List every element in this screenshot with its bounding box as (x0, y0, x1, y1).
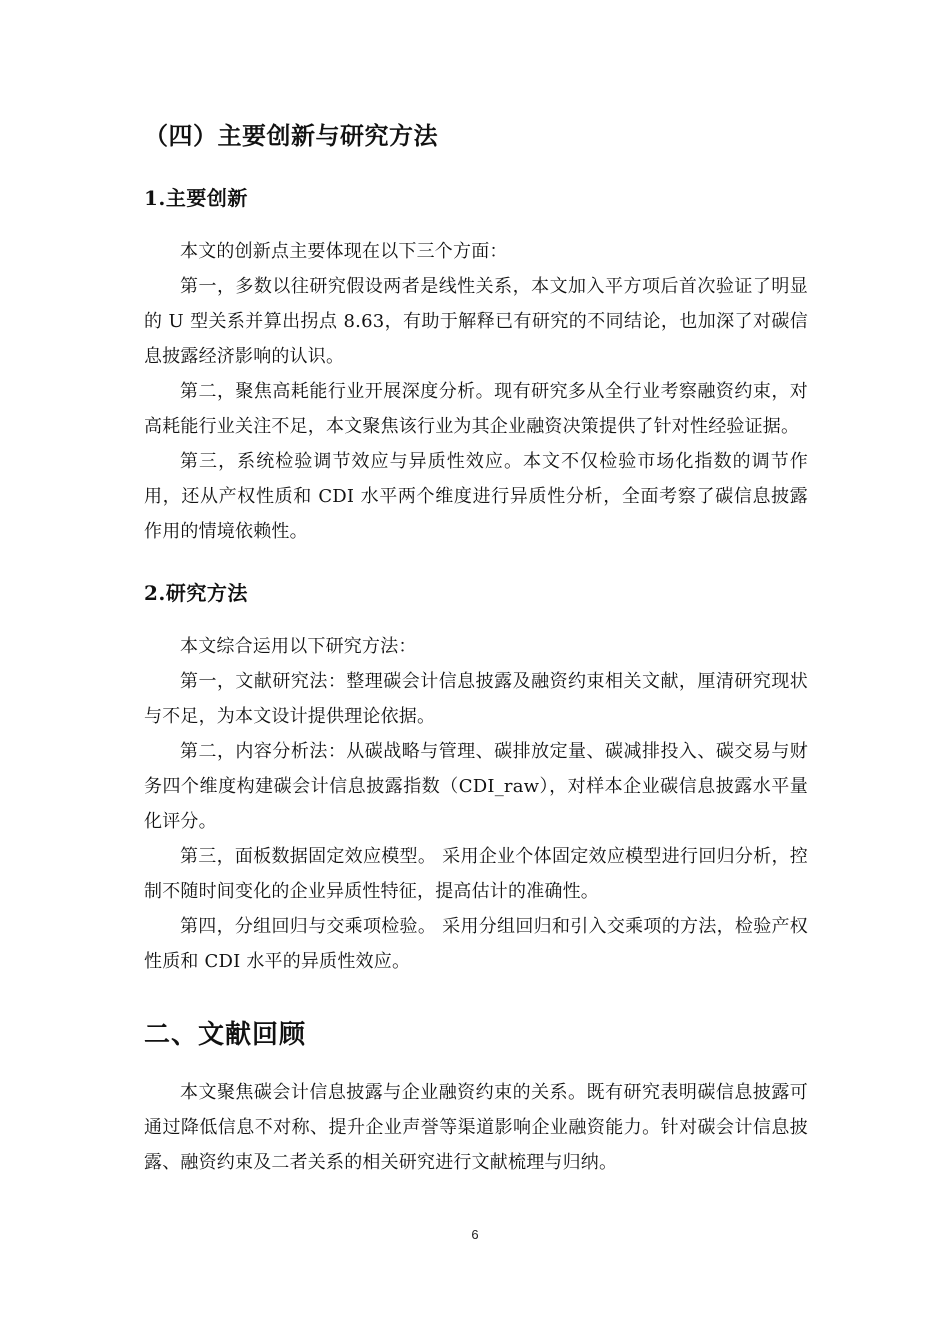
innovation-point-1: 第一，多数以往研究假设两者是线性关系，本文加入平方项后首次验证了明显的 U 型关系并算出拐点 8.63，有助于解释已有研究的不同结论，也加深了对碳信息披露经济影响的认识。 (144, 276, 808, 367)
page-number: 6 (471, 1227, 479, 1242)
methods-point-3: 第三，面板数据固定效应模型。 采用企业个体固定效应模型进行回归分析，控制不随时间变化的企业异质性特征，提高估计的准确性。 (144, 846, 808, 902)
methods-point-4: 第四，分组回归与交乘项检验。 采用分组回归和引入交乘项的方法，检验产权性质和 CDI 水平的异质性效应。 (144, 916, 808, 972)
literature-paragraph: 本文聚焦碳会计信息披露与企业融资约束的关系。既有研究表明碳信息披露可通过降低信息不对称、提升企业声誉等渠道影响企业融资能力。针对碳会计信息披露、融资约束及二者关系的相关研究进行文献梳理与归纳。 (144, 1082, 808, 1173)
methods-heading: 2.研究方法 (144, 581, 248, 605)
spacer (144, 162, 808, 172)
methods-point-1: 第一，文献研究法：整理碳会计信息披露及融资约束相关文献，厘清研究现状与不足，为本文设计提供理论依据。 (144, 671, 808, 727)
innovation-point-2: 第二，聚焦高耗能行业开展深度分析。现有研究多从全行业考察融资约束，对高耗能行业关注不足，本文聚焦该行业为其企业融资决策提供了针对性经验证据。 (144, 381, 808, 437)
methods-intro: 本文综合运用以下研究方法： (180, 636, 417, 657)
methods-point-2: 第二，内容分析法：从碳战略与管理、碳排放定量、碳减排投入、碳交易与财务四个维度构建碳会计信息披露指数（CDI_raw），对样本企业碳信息披露水平量化评分。 (144, 741, 808, 832)
spacer (144, 1065, 808, 1075)
section-title: （四）主要创新与研究方法 (144, 121, 438, 150)
innovation-point-3: 第三，系统检验调节效应与异质性效应。本文不仅检验市场化指数的调节作用，还从产权性质和 CDI 水平两个维度进行异质性分析，全面考察了碳信息披露作用的情境依赖性。 (144, 451, 808, 542)
innovation-heading: 1.主要创新 (144, 186, 248, 210)
innovation-intro: 本文的创新点主要体现在以下三个方面： (180, 241, 508, 262)
spacer (144, 549, 808, 567)
page-content (144, 110, 808, 1180)
spacer (144, 224, 808, 234)
spacer (144, 979, 808, 1005)
spacer (144, 619, 808, 629)
literature-heading: 二、文献回顾 (144, 1020, 307, 1050)
